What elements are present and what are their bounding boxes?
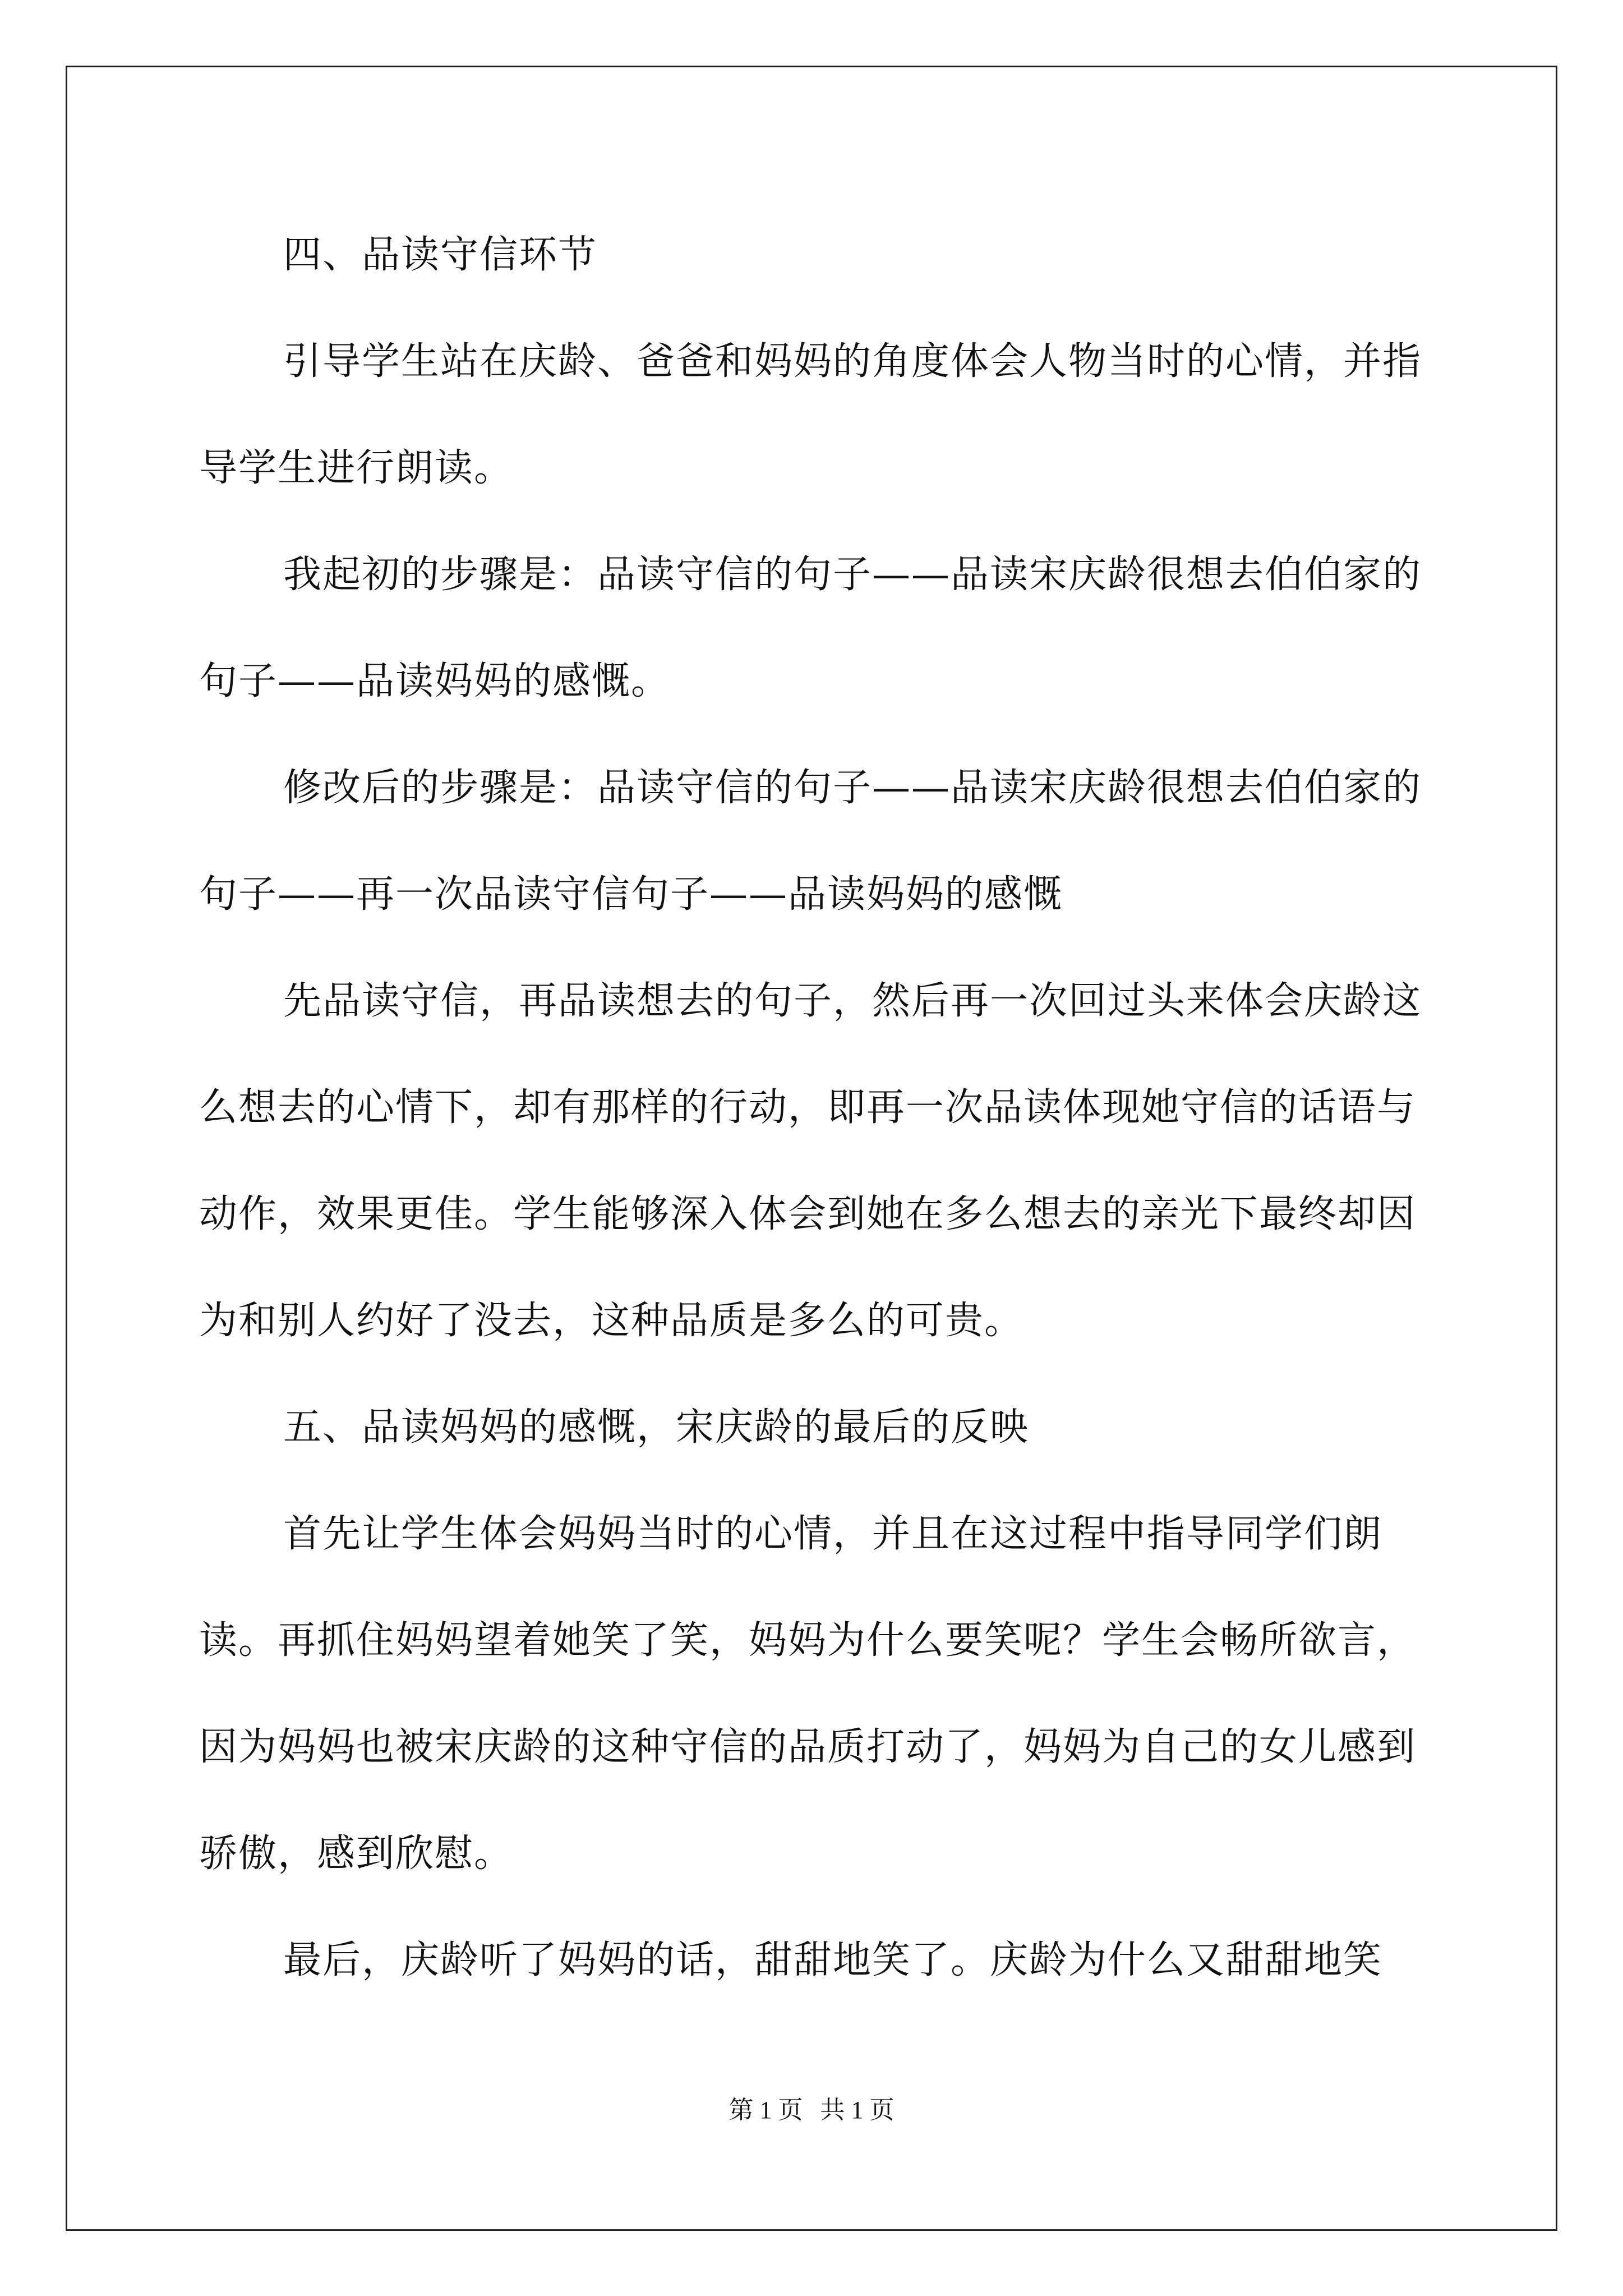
heading-section-four: 四、品读守信环节 (283, 233, 598, 277)
paragraph: 我起初的步骤是：品读守信的句子——品读宋庆龄很想去伯伯家的句子——品读妈妈的感慨。 (199, 553, 1422, 703)
page-total: 共 1 页 (820, 2096, 895, 2124)
paragraph: 首先让学生体会妈妈当时的心情，并且在这过程中指导同学们朗读。再抓住妈妈望着她笑了笑，妈妈为什么要笑呢？学生会畅所欲言，因为妈妈也被宋庆龄的这种守信的品质打动了，妈妈为自己的女儿感到骄傲，感到欣慰。 (199, 1512, 1417, 1876)
paragraph: 先品读守信，再品读想去的句子，然后再一次回过头来体会庆龄这么想去的心情下，却有那样的行动，即再一次品读体现她守信的话语与动作，效果更佳。学生能够深入体会到她在多么想去的亲光下最终却因为和别人约好了没去，这种品质是多么的可贵。 (199, 979, 1422, 1343)
paragraph: 最后，庆龄听了妈妈的话，甜甜地笑了。庆龄为什么又甜甜地笑 (283, 1938, 1383, 1982)
page-footer (0, 2090, 1623, 2125)
document-body (199, 202, 1427, 2014)
paragraph: 修改后的步骤是：品读守信的句子——品读宋庆龄很想去伯伯家的句子——再一次品读守信句子——品读妈妈的感慨 (199, 766, 1422, 917)
heading-section-five: 五、品读妈妈的感慨，宋庆龄的最后的反映 (283, 1405, 1030, 1450)
page-number: 第 1 页 (728, 2096, 803, 2124)
paragraph: 引导学生站在庆龄、爸爸和妈妈的角度体会人物当时的心情，并指导学生进行朗读。 (199, 339, 1422, 490)
